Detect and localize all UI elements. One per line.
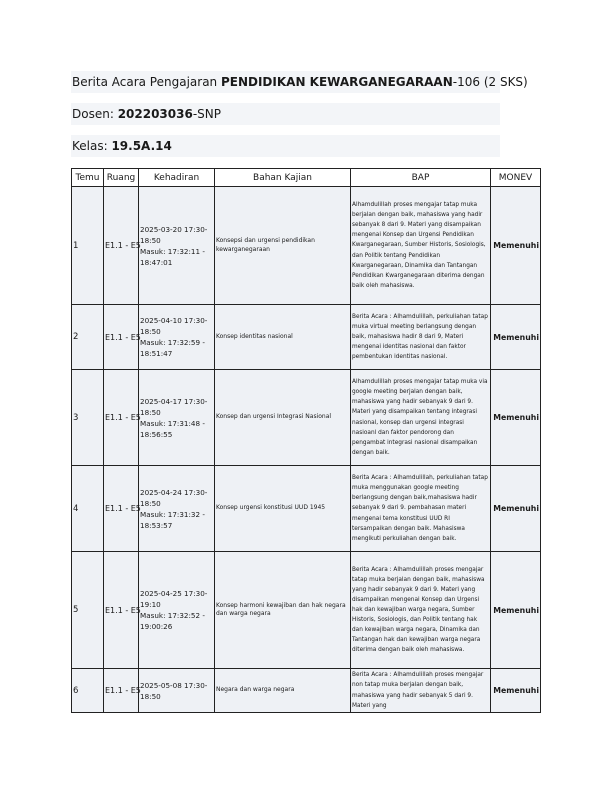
schedule-text: 2025-04-25 17:30-19:10: [140, 589, 208, 609]
table-row: [72, 305, 541, 370]
schedule-text: 2025-04-24 17:30-18:50: [140, 487, 208, 508]
cell-kehadiran: [139, 669, 215, 713]
kelas-value: 19.5A.14: [111, 139, 172, 153]
cell-temu: 2: [72, 305, 104, 370]
column-header-kehadiran: Kehadiran: [139, 169, 215, 187]
cell-kehadiran: [139, 466, 215, 552]
cell-bap: Alhamdulillah proses mengajar tatap muka via google meeting berjalan dengan baik, mahasiswa yang hadir sebanyak 9 dari 9. Materi yang disampaikan tentang integrasi nasional, konsep dan urgensi integrasi nasioanl dan faktor pendorong dan pengambat integrasi nasional disampaikan dengan baik.: [351, 370, 491, 466]
cell-monev: Memenuhi: [491, 466, 541, 552]
cell-ruang: E1.1 - E5: [104, 466, 139, 552]
cell-bahan-kajian: Konsep harmoni kewajiban dan hak negara dan warga negara: [215, 552, 351, 669]
table-row: [72, 187, 541, 305]
table-header-row: [72, 169, 541, 187]
attendance-table: [71, 168, 541, 713]
cell-bahan-kajian: Konsep dan urgensi Integrasi Nasional: [215, 370, 351, 466]
dosen-suffix: -SNP: [192, 107, 222, 121]
masuk-text: Masuk: 17:32:59 - 18:51:47: [140, 338, 205, 358]
kelas-line: [71, 135, 500, 157]
column-header-bahan-kajian: Bahan Kajian: [215, 169, 351, 187]
course-name: PENDIDIKAN KEWARGANEGARAAN: [220, 75, 453, 89]
cell-bahan-kajian: Konsep identitas nasional: [215, 305, 351, 370]
column-header-temu: Temu: [72, 169, 104, 187]
cell-bahan-kajian: Konsepsi dan urgensi pendidikan kewarganegaraan: [215, 187, 351, 305]
table-row: [72, 466, 541, 552]
masuk-text: Masuk: 17:32:52 - 19:00:26: [140, 611, 205, 631]
cell-kehadiran: [139, 552, 215, 669]
kelas-label: Kelas:: [72, 139, 112, 153]
schedule-text: 2025-03-20 17:30-18:50: [140, 224, 208, 245]
cell-bap: Alhamdulillah proses mengajar tatap muka berjalan dengan baik, mahasiswa yang hadir sebanyak 8 dari 9. Materi yang disampaikan mengenai Konsep dan Urgensi Pendidikan Kwarganegaraan, Sumber Historis, Sosiologis, dan Politik tentang Pendidikan Kwarganegaraan, Dinamika dan Tantangan Pendidikan Kwarganegaraan diterima dengan baik oleh mahasiswa.: [351, 187, 491, 305]
course-suffix: -106 (2 SKS): [452, 75, 528, 89]
cell-monev: Memenuhi: [491, 552, 541, 669]
cell-ruang: E1.1 - E5: [104, 552, 139, 669]
cell-temu: 1: [72, 187, 104, 305]
cell-ruang: E1.1 - E5: [104, 187, 139, 305]
cell-ruang: E1.1 - E5: [104, 305, 139, 370]
cell-temu: 5: [72, 552, 104, 669]
cell-monev: Memenuhi: [491, 305, 541, 370]
dosen-line: [71, 103, 500, 125]
column-header-ruang: Ruang: [104, 169, 139, 187]
dosen-id: 202203036: [117, 107, 193, 121]
cell-bap: Berita Acara : Alhamdulillah proses mengajar non tatap muka berjalan dengan baik, mahasiswa yang hadir sebanyak 5 dari 9. Materi yang: [351, 669, 491, 713]
masuk-text: Masuk: 17:31:32 - 18:53:57: [140, 509, 205, 530]
cell-kehadiran: [139, 187, 215, 305]
cell-bap: Berita Acara : Alhamdulillah, perkuliahan tatap muka virtual meeting berlangsung dengan baik, mahasiswa hadir 8 dari 9, Materi mengenai identitas nasional dan faktor pembentukan identitas nasional.: [351, 305, 491, 370]
masuk-text: Masuk: 17:32:11 - 18:47:01: [140, 246, 205, 267]
cell-ruang: E1.1 - E5: [104, 669, 139, 713]
cell-bahan-kajian: Negara dan warga negara: [215, 669, 351, 713]
cell-monev: Memenuhi: [491, 187, 541, 305]
schedule-text: 2025-04-10 17:30-18:50: [140, 316, 208, 336]
cell-temu: 6: [72, 669, 104, 713]
title-line: [71, 71, 528, 93]
schedule-text: 2025-04-17 17:30-18:50: [140, 396, 208, 417]
cell-ruang: E1.1 - E5: [104, 370, 139, 466]
cell-bap: Berita Acara : Alhamdulillah, perkuliahan tatap muka menggunakan google meeting berlangsung dengan baik,mahasiswa hadir sebanyak 9 dari 9. pembahasan materi mengenai tema konstitusi UUD RI tersampaikan dengan baik. Mahasiswa mengikuti perkuliahan dengan baik.: [351, 466, 491, 552]
table-row: [72, 552, 541, 669]
document-header: [71, 71, 528, 167]
cell-temu: 3: [72, 370, 104, 466]
cell-temu: 4: [72, 466, 104, 552]
cell-bap: Berita Acara : Alhamdulillah proses mengajar tatap muka berjalan dengan baik, mahasiswa yang hadir sebanyak 9 dari 9. Materi yang disampaikan mengenai Konsep dan Urgensi hak dan kewajiban warga negara, Sumber Historis, Sosiologis, dan Politik tentang hak dan kewajiban warga negara, Dinamika dan Tantangan hak dan kewajiban warga negara diterima dengan baik oleh mahasiswa.: [351, 552, 491, 669]
cell-kehadiran: [139, 370, 215, 466]
table-row: [72, 669, 541, 713]
dosen-label: Dosen:: [72, 107, 118, 121]
column-header-bap: BAP: [351, 169, 491, 187]
cell-monev: Memenuhi: [491, 669, 541, 713]
cell-bahan-kajian: Konsep urgensi konstitusi UUD 1945: [215, 466, 351, 552]
schedule-text: 2025-05-08 17:30-18:50: [140, 680, 208, 701]
cell-monev: Memenuhi: [491, 370, 541, 466]
masuk-text: Masuk: 17:31:48 - 18:56:55: [140, 418, 205, 439]
column-header-monev: MONEV: [491, 169, 541, 187]
cell-kehadiran: [139, 305, 215, 370]
title-prefix: Berita Acara Pengajaran: [72, 75, 221, 89]
table-row: [72, 370, 541, 466]
